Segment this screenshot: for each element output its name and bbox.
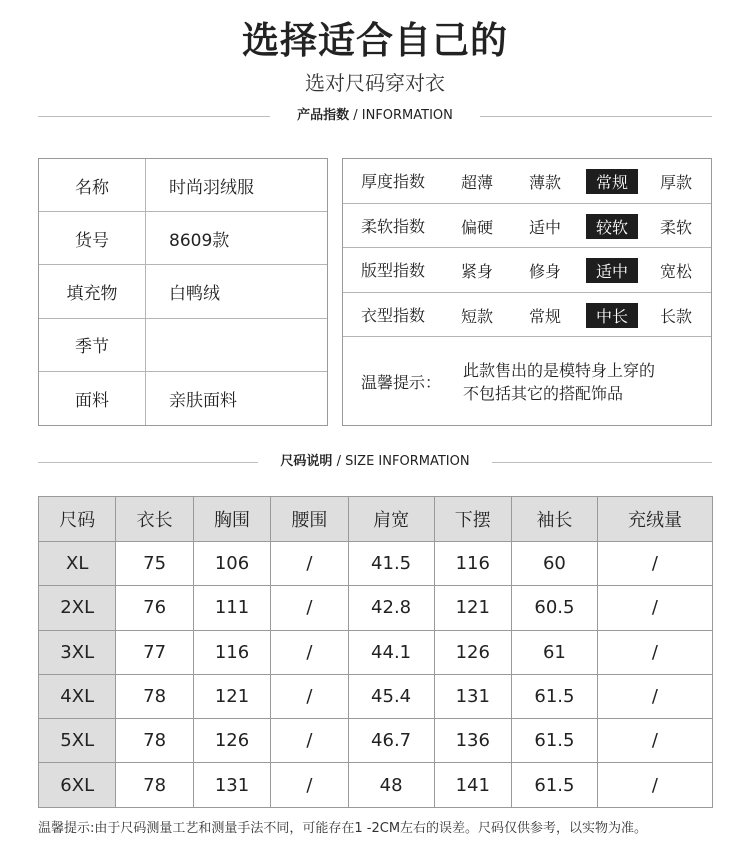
product-section-header (38, 106, 712, 126)
table-cell: 78 (116, 763, 193, 807)
index-option: 紧身 (460, 262, 493, 281)
tip-text (463, 359, 655, 405)
section-label (38, 452, 712, 472)
info-row (39, 265, 327, 318)
info-value: 8609款 (169, 230, 230, 251)
index-option: 短款 (460, 306, 493, 326)
table-row (39, 674, 713, 718)
table-cell: 131 (193, 763, 270, 807)
table-cell: 61 (511, 630, 597, 674)
size-cell: 4XL (39, 674, 116, 718)
index-option: 薄款 (528, 173, 561, 192)
info-row (39, 319, 327, 372)
table-cell: 116 (193, 630, 270, 674)
index-option: 宽松 (659, 262, 692, 281)
info-row (39, 159, 327, 212)
column-header: 胸围 (193, 497, 270, 542)
table-cell: 41.5 (348, 542, 434, 586)
info-value: 白鸭绒 (169, 283, 220, 304)
table-cell: / (597, 586, 712, 630)
tip-label: 温馨提示： (361, 373, 442, 392)
tip-line: 不包括其它的搭配饰品 (463, 384, 624, 403)
table-cell: 78 (116, 674, 193, 718)
size-table (38, 496, 713, 808)
page-subtitle: 选对尺码穿对衣 (305, 71, 445, 95)
table-cell: 77 (116, 630, 193, 674)
column-header: 充绒量 (597, 497, 712, 542)
footnote: 温馨提示:由于尺码测量工艺和测量手法不同，可能存在1 -2CM左右的误差。尺码仅供参考，以实物为准。 (38, 821, 648, 836)
table-row (39, 586, 713, 630)
table-cell: / (597, 630, 712, 674)
index-row-thickness (343, 159, 711, 204)
index-key: 衣型指数 (361, 305, 426, 325)
table-cell: / (271, 542, 348, 586)
table-cell: 61.5 (511, 763, 597, 807)
tip-box (343, 337, 711, 425)
table-cell: 141 (434, 763, 511, 807)
size-table-header-row (39, 497, 713, 542)
table-cell: 126 (193, 719, 270, 763)
table-cell: 106 (193, 542, 270, 586)
section-label (38, 106, 712, 126)
index-option-selected: 适中 (586, 258, 638, 283)
size-cell: 2XL (39, 586, 116, 630)
size-cell: 3XL (39, 630, 116, 674)
info-key: 货号 (39, 212, 146, 264)
table-cell: 61.5 (511, 719, 597, 763)
size-cell: XL (39, 542, 116, 586)
table-cell: / (271, 719, 348, 763)
table-cell: / (271, 674, 348, 718)
info-key: 填充物 (39, 265, 146, 317)
index-key: 厚度指数 (361, 172, 426, 192)
table-cell: 116 (434, 542, 511, 586)
info-key: 面料 (39, 372, 146, 425)
table-cell: / (597, 719, 712, 763)
size-section-header (38, 452, 712, 472)
table-cell: / (597, 763, 712, 807)
table-cell: 60 (511, 542, 597, 586)
info-value: 时尚羽绒服 (169, 177, 254, 198)
table-cell: 44.1 (348, 630, 434, 674)
index-option: 常规 (528, 306, 561, 326)
section-label-cn: 尺码说明 (280, 454, 333, 469)
page-title: 选择适合自己的 (242, 19, 508, 62)
column-header: 肩宽 (348, 497, 434, 542)
table-cell: 76 (116, 586, 193, 630)
table-cell: 45.4 (348, 674, 434, 718)
index-option-selected: 中长 (586, 303, 638, 328)
table-cell: 126 (434, 630, 511, 674)
section-label-en: / SIZE INFORMATION (332, 454, 470, 469)
table-cell: 111 (193, 586, 270, 630)
index-row-softness (343, 204, 711, 249)
table-cell: 121 (434, 586, 511, 630)
size-cell: 6XL (39, 763, 116, 807)
info-key: 季节 (39, 319, 146, 371)
table-cell: 60.5 (511, 586, 597, 630)
table-row (39, 630, 713, 674)
table-cell: / (597, 674, 712, 718)
index-row-length (343, 293, 711, 338)
size-cell: 5XL (39, 719, 116, 763)
index-option: 柔软 (659, 217, 692, 237)
info-row (39, 372, 327, 425)
table-row (39, 542, 713, 586)
table-cell: 121 (193, 674, 270, 718)
index-option: 修身 (528, 262, 561, 281)
column-header: 衣长 (116, 497, 193, 542)
index-key: 柔软指数 (361, 216, 426, 236)
table-cell: / (597, 542, 712, 586)
tip-line: 此款售出的是模特身上穿的 (463, 361, 656, 380)
table-cell: / (271, 586, 348, 630)
index-option: 适中 (528, 217, 561, 237)
info-key: 名称 (39, 159, 146, 211)
table-cell: 46.7 (348, 719, 434, 763)
column-header: 袖长 (511, 497, 597, 542)
table-cell: 48 (348, 763, 434, 807)
column-header: 尺码 (39, 497, 116, 542)
product-info-table (38, 158, 328, 426)
column-header: 腰围 (271, 497, 348, 542)
index-row-fit (343, 248, 711, 293)
table-cell: / (271, 763, 348, 807)
index-option: 超薄 (460, 173, 493, 192)
index-option-selected: 较软 (586, 214, 638, 239)
table-cell: 61.5 (511, 674, 597, 718)
index-table (342, 158, 712, 426)
index-option: 厚款 (659, 173, 692, 192)
index-option: 偏硬 (460, 217, 493, 237)
table-cell: / (271, 630, 348, 674)
table-cell: 131 (434, 674, 511, 718)
table-cell: 78 (116, 719, 193, 763)
section-label-en: / INFORMATION (349, 108, 453, 123)
table-cell: 75 (116, 542, 193, 586)
table-cell: 42.8 (348, 586, 434, 630)
index-key: 版型指数 (361, 261, 426, 281)
table-row (39, 763, 713, 807)
table-row (39, 719, 713, 763)
info-value: 亲肤面料 (169, 390, 237, 411)
section-label-cn: 产品指数 (297, 108, 350, 123)
index-option: 长款 (659, 306, 692, 326)
table-cell: 136 (434, 719, 511, 763)
column-header: 下摆 (434, 497, 511, 542)
index-option-selected: 常规 (586, 169, 638, 194)
info-row (39, 212, 327, 265)
